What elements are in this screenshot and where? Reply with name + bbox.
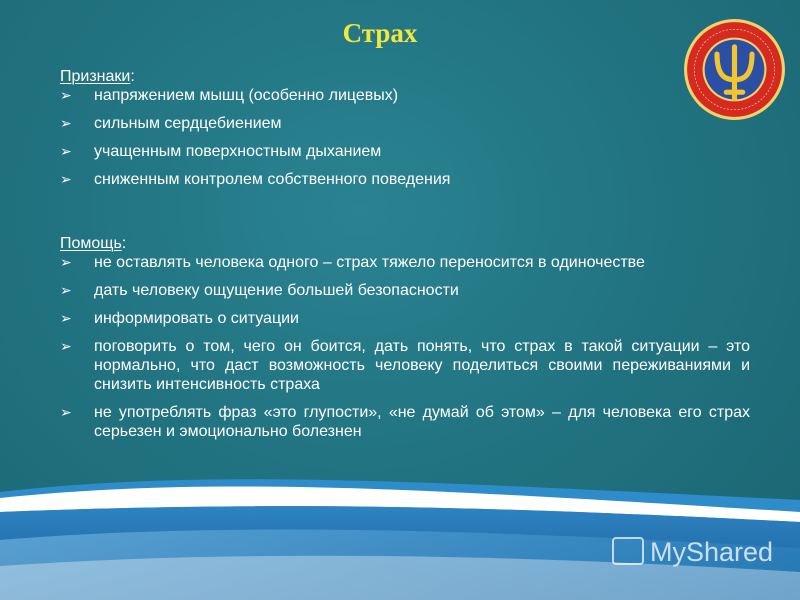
list-item	[60, 281, 750, 300]
list-item	[60, 253, 750, 272]
watermark-text: MyShared	[650, 537, 774, 567]
watermark-logo-icon	[612, 537, 644, 565]
list-item-text: не употреблять фраз «это глупости», «не думай об этом» – для человека его страх серьезен и эмоционально болезнен	[94, 404, 750, 440]
bullet-arrow-icon: ➢	[60, 310, 72, 326]
list-item	[60, 114, 750, 133]
help-list	[60, 253, 750, 441]
list-item-text: напряжением мышц (особенно лицевых)	[94, 87, 399, 104]
signs-heading-colon: :	[130, 68, 135, 85]
list-item-text: дать человеку ощущение большей безопасности	[94, 282, 459, 299]
list-item-text: сниженным контролем собственного поведения	[94, 171, 451, 188]
signs-heading: Признаки	[60, 68, 131, 85]
bullet-arrow-icon: ➢	[60, 115, 72, 131]
help-heading-colon: :	[121, 235, 127, 252]
signs-heading-row	[60, 68, 750, 86]
bullet-arrow-icon: ➢	[60, 143, 72, 159]
bullet-arrow-icon: ➢	[60, 254, 72, 270]
list-item	[60, 309, 750, 328]
signs-list	[60, 86, 750, 189]
list-item	[60, 403, 750, 441]
signs-section	[60, 68, 750, 198]
list-item	[60, 337, 750, 394]
list-item-text: поговорить о том, чего он боится, дать понять, что страх в такой ситуации – это нормально, что даст возможность человеку поделиться своими переживаниями и снизить интенсивность страха	[94, 338, 750, 393]
list-item-text: учащенным поверхностным дыханием	[94, 143, 382, 160]
list-item-text: информировать о ситуации	[94, 310, 299, 327]
list-item	[60, 170, 750, 189]
bullet-arrow-icon: ➢	[60, 338, 72, 354]
bullet-arrow-icon: ➢	[60, 87, 72, 103]
help-heading: Помощь	[60, 235, 122, 252]
watermark	[612, 537, 773, 568]
slide-title: Страх	[342, 18, 418, 48]
help-section	[60, 235, 750, 450]
help-heading-row	[60, 235, 750, 253]
list-item-text: не оставлять человека одного – страх тяжело переносится в одиночестве	[94, 254, 645, 271]
bullet-arrow-icon: ➢	[60, 282, 72, 298]
list-item	[60, 142, 750, 161]
bullet-arrow-icon: ➢	[60, 171, 72, 187]
bullet-arrow-icon: ➢	[60, 404, 72, 420]
list-item	[60, 86, 750, 105]
list-item-text: сильным сердцебиением	[94, 115, 282, 132]
